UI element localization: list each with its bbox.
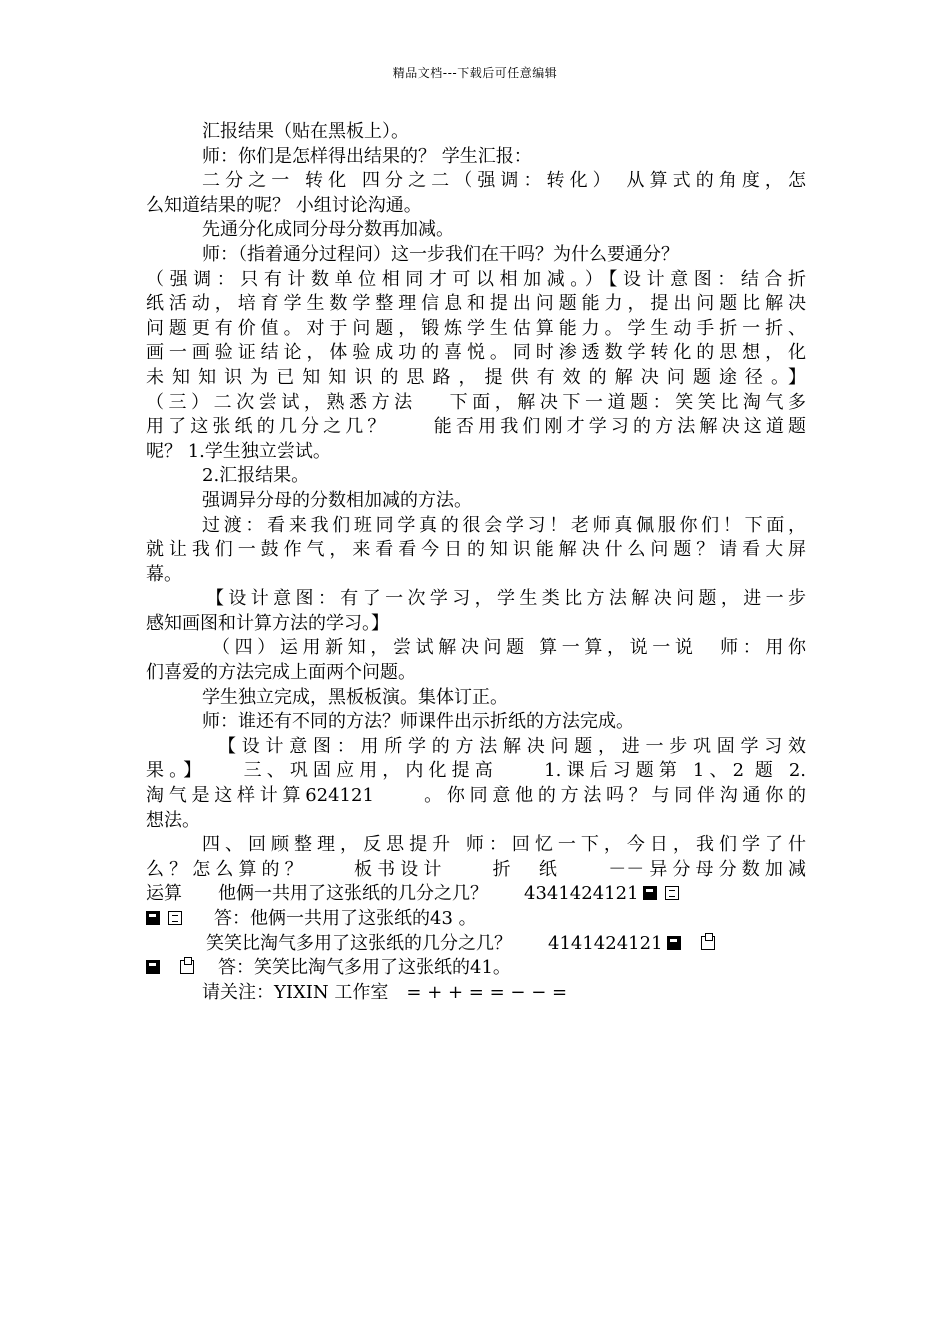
paragraph-line: 师：谁还有不同的方法？师课件出示折纸的方法完成。 bbox=[202, 711, 634, 733]
paragraph-line: 师：（指着通分过程问）这一步我们在干吗？为什么要通分？ bbox=[202, 243, 679, 265]
paragraph-line: 问题更有价值。对于问题，锻炼学生估算能力。学生动手折一折、 bbox=[146, 317, 806, 339]
paragraph-line: 就让我们一鼓作气，来看看今日的知识能解决什么问题？请看大屏 bbox=[146, 539, 806, 561]
window-icon bbox=[180, 960, 194, 974]
paragraph-line: 们喜爱的方法完成上面两个问题。 bbox=[146, 662, 416, 684]
paragraph-line bbox=[146, 932, 806, 957]
paragraph-line: 想法。 bbox=[146, 809, 200, 831]
document-icon bbox=[168, 911, 182, 925]
paragraph-line: （强调：只有计数单位相同才可以相加减。）【设计意图：结合折 bbox=[146, 268, 806, 290]
paragraph-line: 【设计意图：有了一次学习，学生类比方法解决问题，进一步 bbox=[206, 588, 806, 610]
floppy-icon bbox=[667, 936, 681, 950]
paragraph-line: 淘气是这样计算624121 。你同意他的方法吗？与同伴沟通你的 bbox=[146, 785, 806, 807]
paragraph-line: 未知知识为已知知识的思路，提供有效的解决问题途径。】 bbox=[146, 366, 806, 388]
board-line-text: 运算 他俩一共用了这张纸的几分之几？ 4341424121 bbox=[146, 883, 639, 905]
document-body bbox=[146, 120, 806, 1005]
board-line-text: 笑笑比淘气多用了这张纸的几分之几？ 4141424121 bbox=[206, 932, 663, 954]
paragraph-line bbox=[146, 956, 806, 981]
window-icon bbox=[701, 936, 715, 950]
paragraph-line: 纸活动，培育学生数学整理信息和提出问题能力，提出问题比解决 bbox=[146, 293, 806, 315]
paragraph-line: 先通分化成同分母分数再加减。 bbox=[202, 219, 454, 241]
paragraph-line: 呢？ 1.学生独立尝试。 bbox=[146, 440, 331, 462]
paragraph-line: （三）二次尝试，熟悉方法 下面，解决下一道题：笑笑比淘气多 bbox=[146, 391, 806, 413]
paragraph-line: 感知画图和计算方法的学习。】 bbox=[146, 612, 389, 634]
paragraph-line: 画一画验证结论，体验成功的喜悦。同时渗透数学转化的思想，化 bbox=[146, 342, 806, 364]
paragraph-line: 么知道结果的呢？ 小组讨论沟通。 bbox=[146, 194, 422, 216]
paragraph-line: 请关注：YIXIN 工作室 = + + = = − − = bbox=[202, 981, 568, 1003]
floppy-icon bbox=[643, 886, 657, 900]
paragraph-line: 四、回顾整理，反思提升 师：回忆一下，今日，我们学了什 bbox=[202, 834, 806, 856]
floppy-icon bbox=[146, 960, 160, 974]
answer-text: 答：他俩一共用了这张纸的43 。 bbox=[214, 908, 477, 929]
paragraph-line: 【设计意图：用所学的方法解决问题，进一步巩固学习效 bbox=[218, 735, 806, 757]
page-header: 精品文档---下载后可任意编辑 bbox=[392, 66, 558, 80]
paragraph-line: （四）运用新知，尝试解决问题 算一算，说一说 师：用你 bbox=[212, 637, 806, 659]
paragraph-line: 2.汇报结果。 bbox=[202, 465, 310, 487]
paragraph-line bbox=[146, 907, 806, 932]
paragraph-line: 强调异分母的分数相加减的方法。 bbox=[202, 489, 472, 511]
floppy-icon bbox=[146, 911, 160, 925]
answer-text: 答：笑笑比淘气多用了这张纸的41。 bbox=[218, 957, 511, 979]
paragraph-line: 师：你们是怎样得出结果的？ 学生汇报： bbox=[202, 145, 532, 167]
paragraph-line: 幕。 bbox=[146, 563, 182, 585]
paragraph-line bbox=[146, 882, 806, 907]
paragraph-line: 汇报结果（贴在黑板上）。 bbox=[202, 121, 409, 142]
paragraph-line: 么？怎么算的？ 板书设计 折 纸 －－异分母分数加减 bbox=[146, 858, 806, 880]
paragraph-line: 二分之一 转化 四分之二（强调：转化） 从算式的角度，怎 bbox=[202, 170, 806, 192]
paragraph-line: 学生独立完成，黑板板演。集体订正。 bbox=[202, 686, 508, 708]
document-icon bbox=[665, 886, 679, 900]
paragraph-line: 用了这张纸的几分之几？ 能否用我们刚才学习的方法解决这道题 bbox=[146, 416, 806, 438]
paragraph-line: 过渡：看来我们班同学真的很会学习！老师真佩服你们！下面， bbox=[202, 514, 806, 536]
paragraph-line: 果。】 三、巩固应用，内化提高 1.课后习题第 1、2 题 2. bbox=[146, 760, 806, 782]
